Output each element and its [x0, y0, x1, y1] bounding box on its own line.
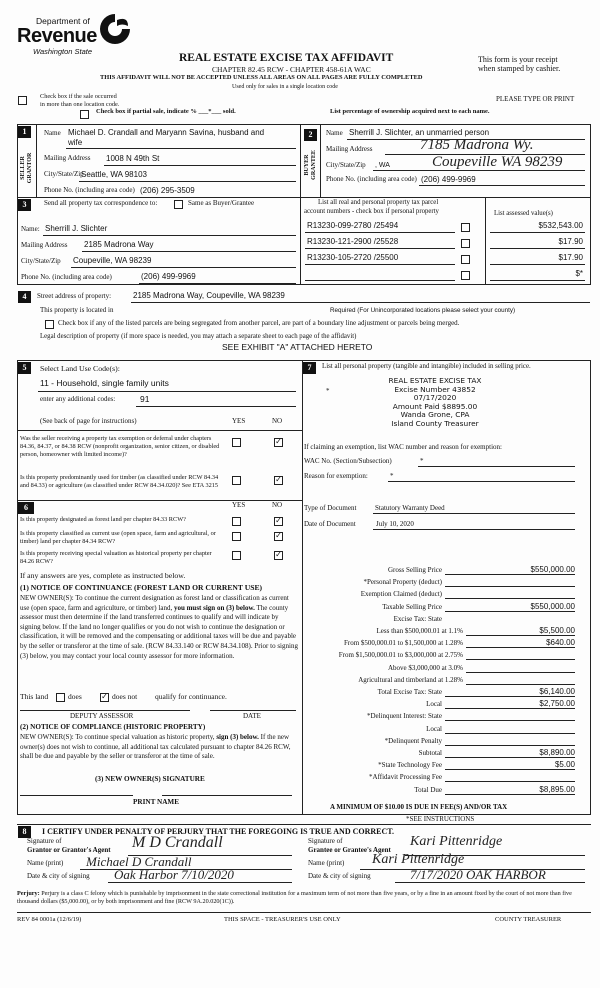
fee-label: *State Technology Fee: [378, 761, 442, 770]
grantee-name-field[interactable]: Kari Pittenridge: [372, 852, 465, 867]
logo-main: Revenue: [17, 25, 97, 47]
partial-sale-label: Check box if partial sale, indicate % ___*___ sold.: [96, 108, 236, 115]
additional-codes-label: enter any additional codes:: [40, 395, 116, 403]
fee-label: Local: [426, 700, 442, 709]
timber-yes-checkbox[interactable]: [232, 476, 241, 485]
parcel-number[interactable]: R13230-105-2720 /25500: [307, 253, 399, 262]
fee-label: *Delinquent Penalty: [384, 736, 442, 745]
multi-location-label-1: Check box if the sale occurred: [40, 93, 117, 100]
buyer-city-field[interactable]: Coupeville WA 98239: [432, 154, 563, 170]
does-not-qualify-checkbox[interactable]: ✓: [101, 692, 108, 701]
grantee-date-label: Date & city of signing: [308, 872, 371, 880]
personal-property-checkbox[interactable]: [461, 271, 470, 280]
does-label: does: [68, 692, 82, 701]
parcel-number[interactable]: R13230-099-2780 /25494: [307, 221, 399, 230]
same-as-buyer-label: Same as Buyer/Grantee: [188, 199, 255, 207]
seller-city-label: City/State/Zip: [44, 170, 84, 178]
land-use-label: Select Land Use Code(s):: [40, 364, 120, 373]
doc-type-label: Type of Document: [304, 504, 357, 512]
buyer-mailing-field[interactable]: 7185 Madrona Wy.: [420, 137, 534, 153]
no-header: NO: [272, 501, 283, 509]
correspondence-heading: Send all property tax correspondence to:: [44, 199, 158, 207]
section-number-2: 2: [304, 129, 317, 141]
print-name-label: PRINT NAME: [133, 798, 179, 806]
reason-field[interactable]: *: [390, 472, 394, 480]
corr-mailing-label: Mailing Address: [21, 241, 68, 249]
section-number-6: 6: [18, 502, 34, 514]
fee-label: From $1,500,000.01 to $3,000,000 at 2.75%: [338, 651, 463, 660]
multi-location-checkbox[interactable]: [18, 96, 27, 105]
buyer-city-typed[interactable]: , WA: [375, 162, 390, 169]
legal-description[interactable]: SEE EXHIBIT "A" ATTACHED HERETO: [222, 342, 373, 352]
partial-sale-checkbox[interactable]: [80, 110, 89, 119]
fee-label: *Personal Property (deduct): [363, 578, 442, 587]
single-location-note: Used only for sales in a single location code: [232, 84, 338, 90]
notice2-title: (2) NOTICE OF COMPLIANCE (HISTORIC PROPERTY): [20, 723, 206, 731]
grantor-date-label: Date & city of signing: [27, 872, 90, 880]
fee-value[interactable]: $550,000.00: [530, 565, 575, 574]
seller-phone-field[interactable]: (206) 295-3509: [140, 186, 195, 195]
buyer-city-label: City/State/Zip: [326, 161, 366, 169]
see-instructions: *SEE INSTRUCTIONS: [406, 815, 475, 823]
corr-name-label: Name:: [21, 225, 40, 233]
yes-header: YES: [232, 501, 246, 509]
seller-city-field[interactable]: Seattle, WA 98103: [81, 170, 147, 179]
personal-property-checkbox[interactable]: [461, 255, 470, 264]
street-address-field[interactable]: 2185 Madrona Way, Coupeville, WA 98239: [133, 291, 285, 300]
historic-yes-checkbox[interactable]: [232, 551, 241, 560]
doc-type-field[interactable]: Statutory Warranty Deed: [375, 504, 445, 512]
divider: [36, 124, 37, 197]
stamp-line: Amount Paid $8895.00: [392, 401, 478, 411]
fee-label: Total Excise Tax: State: [377, 688, 442, 696]
required-note: Required (For Unincorporated locations please select your county): [330, 307, 516, 314]
section-number-7: 7: [303, 362, 316, 374]
stamp-line: 07/17/2020: [413, 393, 457, 403]
assessed-value[interactable]: $17.90: [558, 237, 583, 246]
fee-label: Local: [426, 724, 442, 733]
personal-property-label: List all personal property (tangible and intangible) included in selling price.: [322, 363, 531, 370]
grantee-date-city-field[interactable]: 7/17/2020 OAK HARBOR: [410, 867, 546, 882]
qualify-label: qualify for continuance.: [155, 692, 227, 701]
corr-mailing-field[interactable]: 2185 Madrona Way: [84, 240, 154, 249]
stamp-line: Excise Number 43852: [394, 384, 476, 394]
this-land-label: This land: [20, 692, 49, 701]
logo-sub: Washington State: [33, 47, 93, 56]
perjury-notice: Perjury: Perjury is a class C felony which is punishable by imprisonment in the state correctional institution for a maximum term of not more than five years, or by a fine in an amount fixed by the court of not more than five thousand dollars ($5,000.00), or by both imprisonment and fine (RCW 9A.20.020(1C)).: [17, 890, 572, 905]
exemption-label: If claiming an exemption, list WAC number and reason for exemption:: [304, 443, 502, 451]
land-use-select[interactable]: 11 - Household, single family units: [40, 378, 169, 388]
assessed-value[interactable]: $*: [575, 269, 583, 278]
current-use-no-checkbox[interactable]: ✓: [275, 531, 282, 540]
signature-of-label: Signature of: [27, 837, 62, 845]
buyer-side-label: BUYER GRANTEE: [304, 150, 317, 180]
personal-property-checkbox[interactable]: [461, 239, 470, 248]
fee-label: From $500,000.01 to $1,500,000 at 1.28%: [344, 639, 463, 648]
parcel-number[interactable]: R13230-121-2900 /25528: [307, 237, 399, 246]
fee-label: Excise Tax: State: [393, 614, 442, 623]
grantee-agent-label: Grantee or Grantee's Agent: [308, 846, 391, 854]
assessed-value-header: List assessed value(s): [494, 210, 553, 217]
form-title: REAL ESTATE EXCISE TAX AFFIDAVIT: [179, 52, 394, 64]
question-exemption: Was the seller receiving a property tax exemption or deferral under chapters 84.36, 84.37, or 84.38 RCW (nonprofit organization, senior citizen, or disabled person, homeowner with limited income)?: [20, 435, 220, 458]
fee-value[interactable]: $550,000.00: [530, 601, 575, 611]
county-treasurer-label: COUNTY TREASURER: [495, 916, 562, 923]
fee-label: Above $3,000,000 at 3.0%: [387, 663, 463, 672]
grantee-signature[interactable]: Kari Pittenridge: [410, 834, 503, 849]
divider: [17, 197, 591, 198]
section-number-4: 4: [18, 291, 31, 303]
buyer-name-label: Name: [326, 129, 343, 137]
current-use-yes-checkbox[interactable]: [232, 532, 241, 541]
stamp-line: Wanda Grone, CPA: [400, 410, 470, 420]
historic-no-checkbox[interactable]: ✓: [275, 550, 282, 559]
forest-yes-checkbox[interactable]: [232, 517, 241, 526]
section-number-3: 3: [18, 199, 31, 211]
fee-label: Exemption Claimed (deduct): [360, 590, 442, 599]
seller-name-field-1[interactable]: Michael D. Crandall and Maryann Savina, husband and: [68, 128, 265, 137]
buyer-phone-label: Phone No. (including area code): [326, 175, 417, 183]
fee-value[interactable]: $5.00: [554, 760, 575, 770]
section-number-1: 1: [18, 126, 31, 138]
question-timber: Is this property predominantly used for timber (as classified under RCW 84.34 and 84.33) or agriculture (as classified under RCW 84.34.020)? See ETA 3215: [20, 474, 219, 489]
fee-label: Taxable Selling Price: [382, 602, 442, 611]
deputy-assessor-signature-line[interactable]: [20, 710, 190, 711]
seller-mailing-label: Mailing Address: [44, 154, 91, 162]
same-as-buyer-checkbox[interactable]: [174, 200, 183, 209]
fee-label: Less than $500,000.01 at 1.1%: [376, 627, 463, 635]
corr-phone-label: Phone No. (including area code): [21, 273, 112, 281]
does-qualify-checkbox[interactable]: [56, 693, 65, 702]
ownership-note: List percentage of ownership acquired next to each name.: [330, 108, 490, 115]
fee-value[interactable]: $640.00: [546, 638, 575, 648]
date-label: DATE: [243, 712, 261, 720]
grantee-name-label: Name (print): [308, 859, 345, 867]
additional-codes-field[interactable]: 91: [140, 394, 150, 404]
doc-date-field[interactable]: July 10, 2020: [376, 520, 414, 528]
corr-phone-field[interactable]: (206) 499-9969: [141, 272, 196, 281]
new-owner-signature-line[interactable]: [162, 795, 292, 796]
personal-property-checkbox[interactable]: [461, 223, 470, 232]
section-number-5: 5: [18, 362, 31, 374]
fee-label: Total Due: [414, 785, 442, 794]
treasurer-stamp: [360, 377, 510, 429]
form-subtitle: CHAPTER 82.45 RCW - CHAPTER 458-61A WAC: [212, 65, 371, 74]
section-number-8: 8: [18, 826, 31, 838]
no-header: NO: [272, 417, 283, 425]
fee-value[interactable]: $8,895.00: [539, 784, 575, 794]
timber-no-checkbox[interactable]: ✓: [275, 475, 282, 484]
notice1-text: NEW OWNER(S): To continue the current designation as forest land or classification as current use (open space, farm and agriculture, or timber) land, you must sign on (3) below. The county assessor must then determine if the land transferred continues to qualify and will indicate by signing below. If the land no longer qualifies or you do not wish to continue the designation or classification, it will be removed and the compensating or additional taxes will be due and payable by the seller or transferor at the time of sale. (RCW 84.33.140 or RCW 84.34.108). Prior to signing (3) below, you may contact your local county assessor for more information.: [20, 594, 298, 660]
receipt-note-2: when stamped by cashier.: [478, 64, 561, 73]
segregated-label: Check box if any of the listed parcels are being segregated from another parcel, are part of a boundary line adjustment or parcels being merged.: [58, 319, 460, 327]
dor-logo-icon: [98, 12, 132, 46]
new-owner-signature-line[interactable]: [20, 795, 133, 796]
stamp-line: REAL ESTATE EXCISE TAX: [388, 376, 482, 385]
buyer-phone-field[interactable]: (206) 499-9969: [421, 175, 476, 184]
fee-value[interactable]: $2,750.00: [539, 699, 575, 709]
wac-label: WAC No. (Section/Subsection): [304, 457, 392, 465]
divider: [302, 360, 303, 815]
exemption-yes-checkbox[interactable]: [232, 438, 241, 447]
question-historic: Is this property receiving special valuation as historical property per chapter 84.26 RCW?: [20, 550, 212, 565]
acceptance-warning: THIS AFFIDAVIT WILL NOT BE ACCEPTED UNLESS ALL AREAS ON ALL PAGES ARE FULLY COMPLETED: [100, 74, 423, 81]
reason-label: Reason for exemption:: [304, 472, 368, 480]
corr-city-field[interactable]: Coupeville, WA 98239: [73, 256, 152, 265]
grantor-agent-label: Grantor or Grantor's Agent: [27, 846, 111, 854]
grantor-signature[interactable]: M D Crandall: [132, 834, 223, 851]
grantor-name-field[interactable]: Michael D Crandall: [86, 854, 192, 869]
seller-name-label: Name: [44, 129, 61, 137]
fee-label: Agricultural and timberland at 1.28%: [358, 675, 463, 684]
corr-city-label: City/State/Zip: [21, 257, 61, 265]
wac-field[interactable]: *: [420, 457, 424, 465]
grantor-date-city-field[interactable]: Oak Harbor 7/10/2020: [114, 867, 234, 882]
signature-of-label: Signature of: [308, 837, 343, 845]
personal-property-field[interactable]: *: [326, 387, 330, 395]
seller-name-field-2[interactable]: wife: [68, 138, 83, 147]
fee-value[interactable]: $5,500.00: [539, 626, 575, 635]
exemption-no-checkbox[interactable]: ✓: [275, 437, 282, 446]
seller-side-label: SELLER GRANTOR: [20, 152, 33, 184]
fee-value[interactable]: $6,140.00: [539, 687, 575, 696]
segregated-checkbox[interactable]: [45, 320, 54, 329]
divider: [320, 124, 321, 197]
corr-name-field[interactable]: Sherrill J. Slichter: [45, 224, 108, 233]
please-type-note: PLEASE TYPE OR PRINT: [496, 95, 575, 103]
assessor-date-line[interactable]: [210, 710, 296, 711]
notice1-title: (1) NOTICE OF CONTINUANCE (FOREST LAND OR CURRENT USE): [20, 583, 263, 592]
buyer-mailing-label: Mailing Address: [326, 145, 373, 153]
assessed-value[interactable]: $17.90: [558, 253, 583, 262]
multi-location-label-2: in more than one location code.: [40, 101, 120, 108]
seller-mailing-field[interactable]: 1008 N 49th St: [106, 154, 160, 163]
yes-header: YES: [232, 417, 246, 425]
doc-date-label: Date of Document: [304, 520, 356, 528]
fee-value[interactable]: $8,890.00: [539, 748, 575, 757]
divider: [300, 124, 301, 285]
stamp-line: Island County Treasurer: [391, 418, 479, 428]
notice2-text: NEW OWNER(S): To continue special valuation as historic property, sign (3) below. If the new owner(s) does not wish to continue, all additional tax calculated pursuant to chapter 84.26 RCW, shall be due and payable by the seller or transferor at the time of sale.: [20, 733, 291, 761]
street-address-label: Street address of property:: [37, 292, 112, 300]
legal-description-label: Legal description of property (if more space is needed, you may attach a separate sheet to each page of the affidavit): [40, 333, 357, 340]
deputy-assessor-label: DEPUTY ASSESSOR: [70, 712, 134, 720]
divider: [485, 197, 486, 285]
question-forest-land: Is this property designated as forest land per chapter 84.33 RCW?: [20, 516, 186, 523]
parcel-header-2: account numbers - check box if personal property: [304, 208, 439, 215]
form-id: REV 84 0001a (12/6/19): [17, 916, 82, 923]
located-in-label: This property is located in: [40, 306, 114, 314]
fee-label: *Affidavit Processing Fee: [369, 773, 442, 782]
new-owner-signature-label: (3) NEW OWNER(S) SIGNATURE: [95, 775, 205, 783]
if-yes-note: If any answers are yes, complete as instructed below.: [20, 571, 186, 580]
certify-heading: I CERTIFY UNDER PENALTY OF PERJURY THAT THE FOREGOING IS TRUE AND CORRECT.: [42, 827, 395, 836]
treasurer-use-label: THIS SPACE - TREASURER'S USE ONLY: [224, 916, 341, 923]
instructions-note: (See back of page for instructions): [40, 417, 137, 425]
fee-label: Subtotal: [418, 749, 442, 757]
parcel-header-1: List all real and personal property tax parcel: [318, 199, 439, 206]
logo-top: Department of: [36, 16, 90, 26]
buyer-name-field[interactable]: Sherrill J. Slichter, an unmarried person: [349, 128, 490, 137]
fee-label: Gross Selling Price: [387, 566, 442, 574]
grantor-name-label: Name (print): [27, 859, 64, 867]
seller-phone-label: Phone No. (including area code): [44, 186, 135, 194]
receipt-note-1: This form is your receipt: [478, 55, 558, 64]
forest-no-checkbox[interactable]: ✓: [275, 516, 282, 525]
assessed-value[interactable]: $532,543.00: [538, 221, 583, 230]
minimum-note: A MINIMUM OF $10.00 IS DUE IN FEE(S) AND/OR TAX: [330, 803, 508, 811]
fee-label: *Delinquent Interest: State: [366, 712, 442, 721]
does-not-label: does not: [112, 692, 138, 701]
question-current-use: Is this property classified as current use (open space, farm and agricultural, or timber) land per chapter 84.34 RCW?: [20, 530, 216, 545]
